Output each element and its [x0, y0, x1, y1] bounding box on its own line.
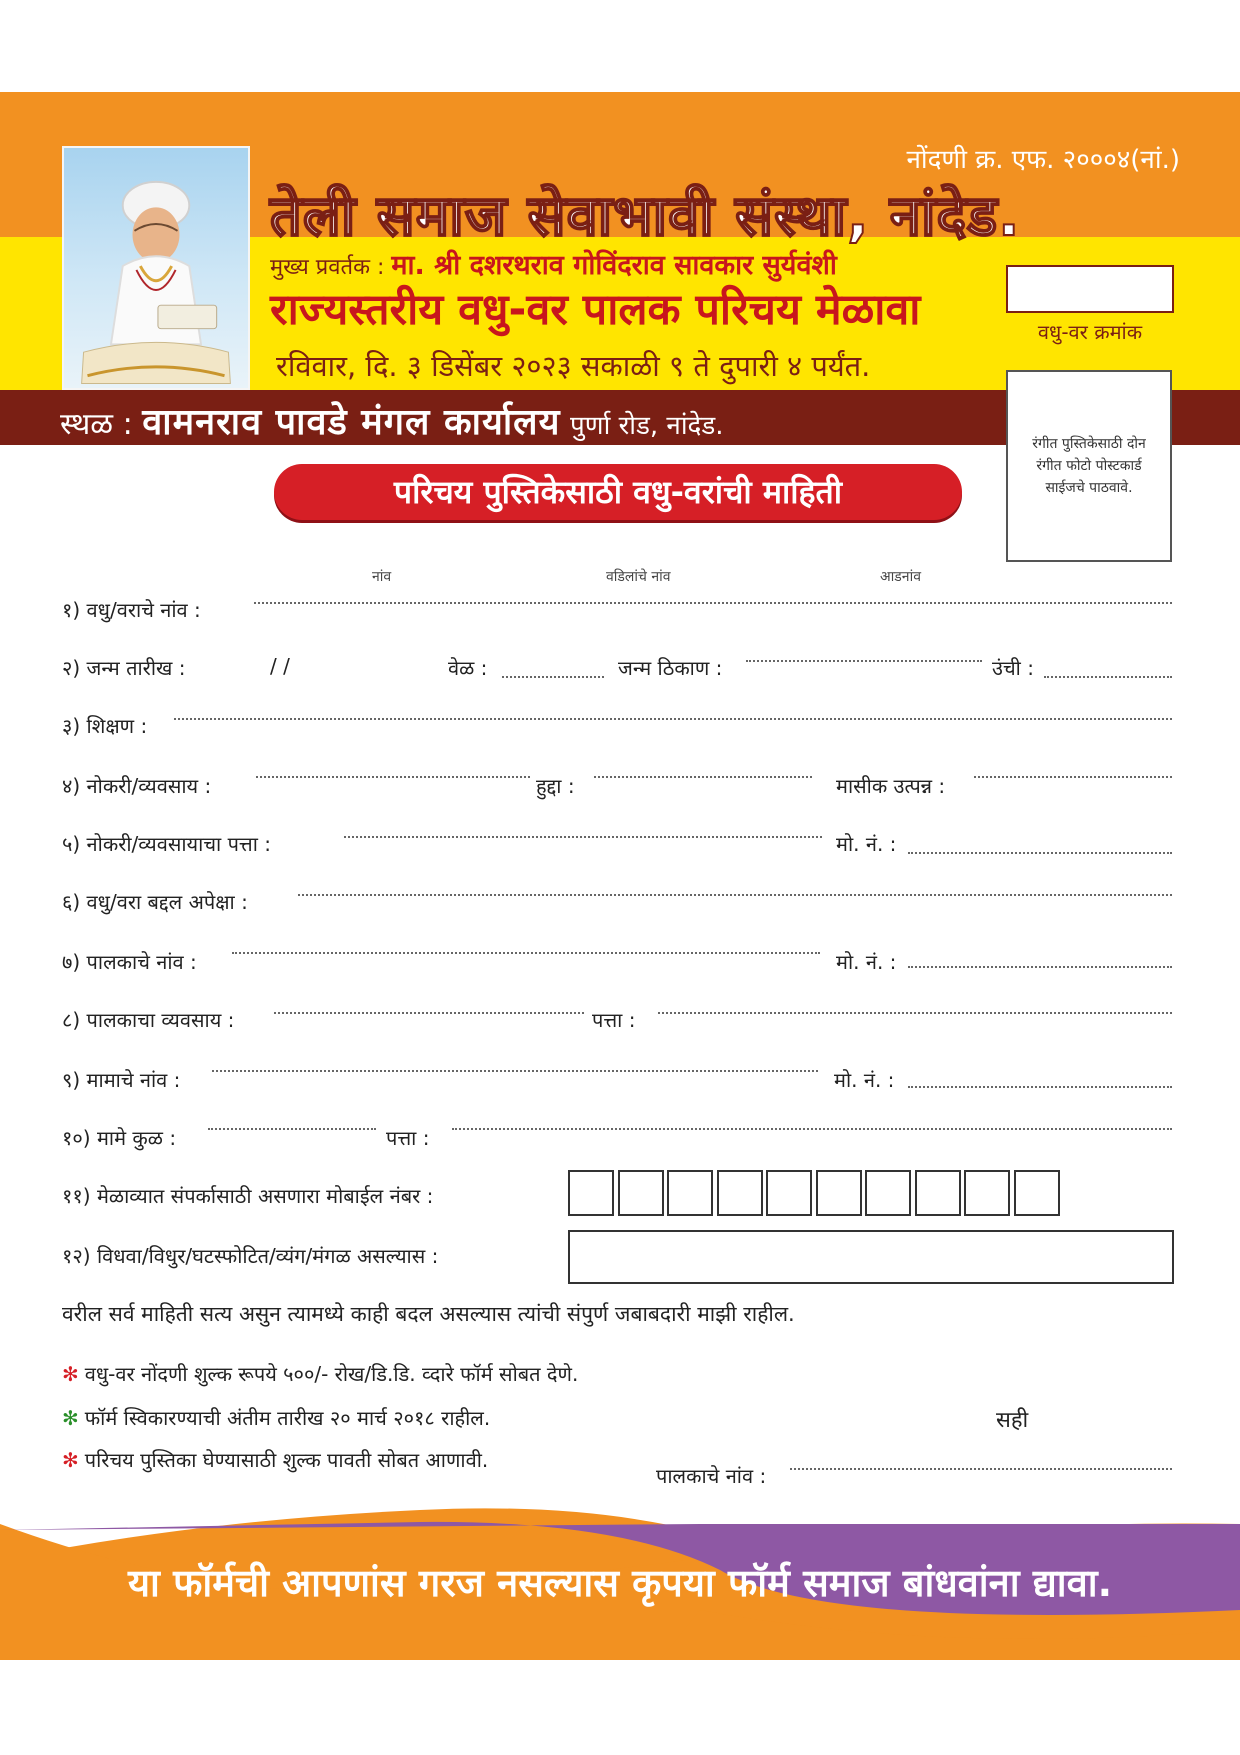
- chief-promoter: [270, 245, 1010, 282]
- mobile-digit-box[interactable]: [568, 1170, 614, 1216]
- field-guardian-address[interactable]: [658, 1012, 1172, 1014]
- field-guardian-name[interactable]: [232, 952, 820, 954]
- field-birth-time[interactable]: [502, 676, 604, 678]
- mobile-digit-box[interactable]: [915, 1170, 961, 1216]
- mobile-digit-box[interactable]: [964, 1170, 1010, 1216]
- venue-hall: वामनराव पावडे मंगल कार्यालय: [142, 402, 561, 443]
- label-birth-time: वेळ :: [448, 656, 488, 680]
- label-maternal-address: पत्ता :: [386, 1126, 430, 1150]
- bullet-star-icon: ✻: [62, 1362, 79, 1386]
- note-registration-fee: ✻ वधु-वर नोंदणी शुल्क रूपये ५००/- रोख/डि.डि. व्दारे फॉर्म सोबत देणे.: [62, 1362, 579, 1386]
- serial-number-label: वधु-वर क्रमांक: [1037, 320, 1143, 344]
- saint-portrait-image: [62, 146, 250, 390]
- birth-date-slashes: / /: [270, 654, 290, 678]
- footer-message: या फॉर्मची आपणांस गरज नसल्यास कृपया फॉर्म समाज बांधवांना द्यावा.: [127, 1561, 1113, 1605]
- label-guardian-address: पत्ता :: [592, 1008, 636, 1032]
- label-expectations: ६) वधु/वरा बद्दल अपेक्षा :: [62, 890, 248, 914]
- label-marital-status: १२) विधवा/विधुर/घटस्फोटित/व्यंग/मंगळ असल्यास :: [62, 1244, 439, 1268]
- field-birth-place[interactable]: [746, 660, 982, 662]
- serial-number-box[interactable]: [1006, 265, 1174, 313]
- organization-name: तेली समाज सेवाभावी संस्था, नांदेड.: [270, 184, 1021, 249]
- field-work-address[interactable]: [344, 836, 822, 838]
- label-bride-groom-name: १) वधु/वराचे नांव :: [62, 598, 201, 622]
- label-height: उंची :: [992, 656, 1034, 680]
- label-maternal-uncle-name: ९) मामाचे नांव :: [62, 1068, 181, 1092]
- field-education[interactable]: [174, 718, 1172, 720]
- venue-line: [60, 396, 960, 445]
- venue-label: स्थळ :: [60, 407, 133, 442]
- label-education: ३) शिक्षण :: [62, 714, 148, 738]
- field-monthly-income[interactable]: [974, 776, 1172, 778]
- field-height[interactable]: [1044, 676, 1172, 678]
- label-monthly-income: मासीक उत्पन्न :: [836, 774, 946, 798]
- mobile-digit-box[interactable]: [1014, 1170, 1060, 1216]
- mobile-digit-box[interactable]: [865, 1170, 911, 1216]
- photo-note: रंगीत पुस्तिकेसाठी दोन रंगीत फोटो पोस्टकार्ड साईजचे पाठवावे.: [1032, 436, 1146, 496]
- label-post: हुद्दा :: [536, 774, 575, 798]
- field-marital-status[interactable]: [568, 1230, 1174, 1284]
- field-bride-groom-name[interactable]: [254, 602, 1172, 604]
- field-expectations[interactable]: [298, 894, 1172, 896]
- mobile-digit-box[interactable]: [717, 1170, 763, 1216]
- label-occupation: ४) नोकरी/व्यवसाय :: [62, 774, 212, 798]
- declaration-text: वरील सर्व माहिती सत्य असुन त्यामध्ये काही बदल असल्यास त्यांची संपुर्ण जबाबदारी माझी राहील.: [62, 1302, 795, 1326]
- event-date: रविवार, दि. ३ डिसेंबर २०२३ सकाळी ९ ते दुपारी ४ पर्यंत.: [276, 349, 871, 383]
- section-banner: परिचय पुस्तिकेसाठी वधु-वरांची माहिती: [274, 464, 962, 520]
- field-occupation[interactable]: [256, 776, 530, 778]
- field-maternal-address[interactable]: [452, 1128, 1172, 1130]
- label-maternal-clan: १०) मामे कुळ :: [62, 1126, 177, 1150]
- label-work-address: ५) नोकरी/व्यवसायाचा पत्ता :: [62, 832, 272, 856]
- field-work-mobile[interactable]: [908, 852, 1172, 854]
- column-header-surname: आडनांव: [880, 569, 921, 585]
- label-guardian-name: ७) पालकाचे नांव :: [62, 950, 197, 974]
- venue-road: पुर्णा रोड, नांदेड.: [570, 411, 724, 441]
- column-header-father-name: वडिलांचे नांव: [606, 569, 671, 585]
- mobile-digit-box[interactable]: [618, 1170, 664, 1216]
- field-guardian-occupation[interactable]: [274, 1012, 584, 1014]
- mobile-digit-box[interactable]: [766, 1170, 812, 1216]
- label-contact-mobile: ११) मेळाव्यात संपर्कासाठी असणारा मोबाईल नंबर :: [62, 1184, 434, 1208]
- chief-promoter-name: मा. श्री दशरथराव गोविंदराव सावकार सुर्यवंशी: [391, 250, 837, 281]
- note-last-date: ✻ फॉर्म स्विकारण्याची अंतीम तारीख २० मार्च २०१८ राहील.: [62, 1406, 491, 1430]
- label-guardian-signature-name: पालकाचे नांव :: [656, 1464, 767, 1488]
- registration-number: नोंदणी क्र. एफ. २०००४(नां.): [906, 145, 1180, 175]
- field-guardian-mobile[interactable]: [908, 966, 1172, 968]
- label-work-mobile: मो. नं. :: [836, 832, 897, 856]
- field-guardian-signature-name[interactable]: [790, 1468, 1172, 1470]
- label-maternal-uncle-mobile: मो. नं. :: [834, 1068, 895, 1092]
- label-guardian-occupation: ८) पालकाचा व्यवसाय :: [62, 1008, 235, 1032]
- bullet-star-icon: ✻: [62, 1448, 79, 1472]
- mobile-digit-box[interactable]: [816, 1170, 862, 1216]
- label-guardian-mobile: मो. नं. :: [836, 950, 897, 974]
- signature-label: सही: [996, 1408, 1029, 1433]
- field-maternal-uncle-name[interactable]: [212, 1070, 818, 1072]
- bullet-star-icon: ✻: [62, 1406, 79, 1430]
- mobile-digit-box[interactable]: [667, 1170, 713, 1216]
- chief-promoter-label: मुख्य प्रवर्तक :: [270, 255, 385, 280]
- field-maternal-clan[interactable]: [208, 1128, 376, 1130]
- label-birth-place: जन्म ठिकाण :: [618, 656, 723, 680]
- field-maternal-uncle-mobile[interactable]: [908, 1086, 1172, 1088]
- field-post[interactable]: [594, 776, 812, 778]
- note-booklet-fee: ✻ परिचय पुस्तिका घेण्यासाठी शुल्क पावती सोबत आणावी.: [62, 1448, 489, 1472]
- photo-placeholder[interactable]: [1006, 370, 1172, 562]
- event-title: राज्यस्तरीय वधु-वर पालक परिचय मेळावा: [270, 285, 921, 335]
- label-birth-date: २) जन्म तारीख :: [62, 656, 186, 680]
- column-header-name: नांव: [372, 569, 392, 585]
